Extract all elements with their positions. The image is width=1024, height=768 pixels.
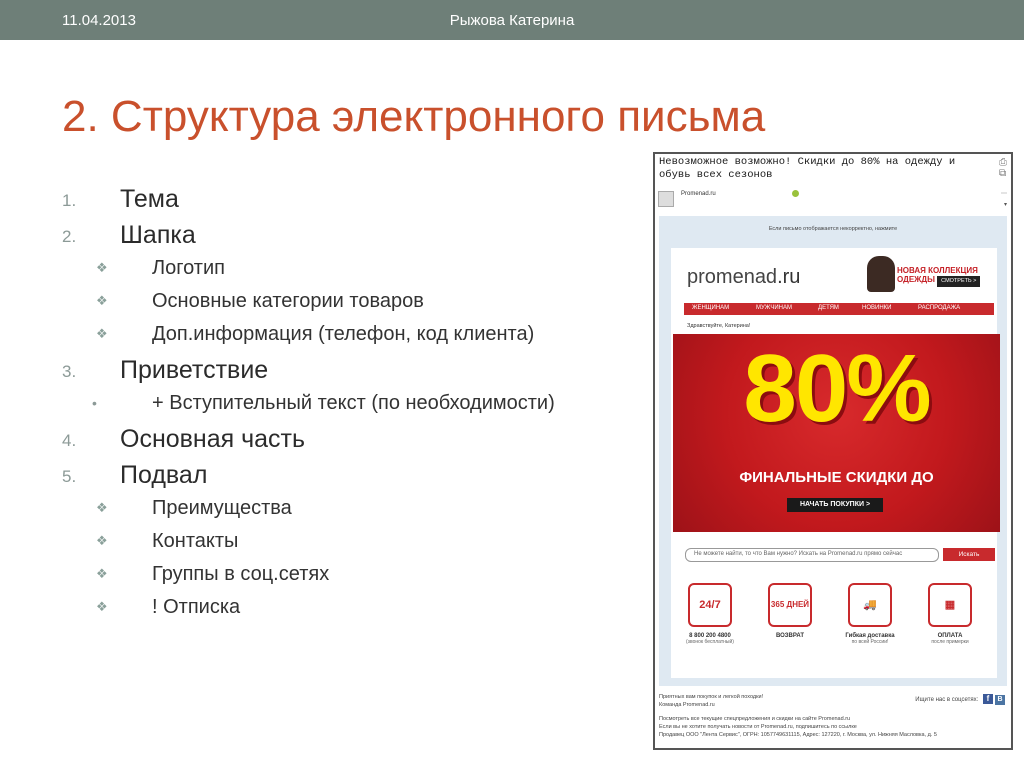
feature-sub: по всей России! xyxy=(851,639,889,645)
email-sender-row xyxy=(655,187,1011,211)
search-button[interactable]: Искать xyxy=(943,548,995,561)
collection-banner[interactable] xyxy=(897,266,980,287)
email-print-icon[interactable]: ⎙ ⧉ xyxy=(999,157,1007,179)
email-notice[interactable]: Если письмо отображается некорректно, нажмите xyxy=(768,226,898,232)
social-links xyxy=(915,694,1005,705)
dot-bullet-icon: • xyxy=(92,395,97,411)
footer-unsubscribe[interactable]: Если вы не хотите получать новости от Promenad.ru, подпишитесь по ссылке xyxy=(659,724,857,730)
outline-subitem xyxy=(62,287,632,320)
feature-phone[interactable] xyxy=(679,583,741,645)
details-dropdown-icon[interactable]: ▾ xyxy=(1003,202,1007,208)
slide-header xyxy=(0,0,1024,40)
footer-line[interactable]: Посмотреть все текущие спецпредложения и скидки на сайте Promenad.ru xyxy=(659,716,851,722)
outline-text: Тема xyxy=(120,185,179,213)
email-date: ⋯ xyxy=(1001,191,1007,197)
nav-item-sale[interactable]: РАСПРОДАЖА xyxy=(918,305,961,311)
outline-subitem xyxy=(62,320,632,353)
header-author: Рыжова Катерина xyxy=(449,12,575,29)
feature-label: 8 800 200 4800 xyxy=(689,633,731,639)
outline-number: 4. xyxy=(62,431,77,450)
outline-subtext: Группы в соц.сетях xyxy=(152,563,330,585)
outline-subtext: Преимущества xyxy=(152,497,292,519)
outline-text: Подвал xyxy=(120,461,208,489)
big-percent: 80% xyxy=(743,335,930,442)
social-label: Ищите нас в соцсетях: xyxy=(915,697,979,703)
slide-title: 2. Структура электронного письма xyxy=(62,92,766,141)
nav-item-men[interactable]: МУЖЧИНАМ xyxy=(756,305,792,311)
feature-delivery[interactable] xyxy=(839,583,901,645)
outline-text: Основная часть xyxy=(120,425,306,453)
outline-subtext: Логотип xyxy=(152,257,225,279)
outline-subtext: Контакты xyxy=(152,530,239,552)
outline-subitem xyxy=(62,494,632,527)
outline-item xyxy=(62,182,632,218)
outline-item xyxy=(62,353,632,389)
collection-line-1: НОВАЯ КОЛЛЕКЦИЯ xyxy=(897,266,978,275)
email-footer xyxy=(655,690,1011,748)
outline-subtext: Основные категории товаров xyxy=(152,290,424,312)
outline-number: 5. xyxy=(62,467,77,486)
outline-subitem xyxy=(62,254,632,287)
feature-label: Гибкая доставка xyxy=(845,633,895,639)
diamond-bullet-icon: ❖ xyxy=(96,500,108,515)
category-nav xyxy=(684,303,994,315)
outline-list xyxy=(62,182,632,626)
feature-label: ВОЗВРАТ xyxy=(775,633,805,639)
sender-avatar xyxy=(658,191,674,207)
email-screenshot xyxy=(653,152,1013,750)
header-date: 11.04.2013 xyxy=(62,12,136,29)
model-photo xyxy=(867,256,895,292)
diamond-bullet-icon: ❖ xyxy=(96,293,108,308)
diamond-bullet-icon: ❖ xyxy=(96,260,108,275)
phone-247-icon: 24/7 xyxy=(688,583,732,627)
outline-text: Приветствие xyxy=(120,356,269,384)
diamond-bullet-icon: ❖ xyxy=(96,326,108,341)
outline-number: 3. xyxy=(62,362,77,381)
footer-line: Продавец ООО "Лента Сервис", ОГРН: 1057749631115, Адрес: 127220, г. Москва, ул. Нижняя Масловка, д. 5 xyxy=(659,732,937,738)
greeting-text: Здравствуйте, Катерина! xyxy=(687,323,751,329)
outline-item xyxy=(62,422,632,458)
footer-line: Приятных вам покупок и легкой походки! xyxy=(659,694,764,700)
outline-subitem xyxy=(62,389,632,422)
return-365-icon: 365 ДНЕЙ xyxy=(768,583,812,627)
search-input[interactable] xyxy=(685,548,939,562)
logo-main: promenad xyxy=(687,266,778,288)
sender-name: Promenad.ru xyxy=(681,191,716,197)
email-subject: Невозможное возможно! Скидки до 80% на одежду и обувь всех сезонов xyxy=(659,156,956,181)
payment-card-icon: ▦ xyxy=(928,583,972,627)
nav-item-kids[interactable]: ДЕТЯМ xyxy=(818,305,839,311)
feature-payment[interactable] xyxy=(919,583,981,645)
diamond-bullet-icon: ❖ xyxy=(96,566,108,581)
vk-icon[interactable]: B xyxy=(995,695,1005,705)
sale-banner[interactable] xyxy=(673,334,1000,532)
outline-subtext: Доп.информация (телефон, код клиента) xyxy=(152,323,535,345)
footer-line[interactable]: Команда Promenad.ru xyxy=(659,702,715,708)
outline-subitem xyxy=(62,527,632,560)
nav-item-women[interactable]: ЖЕНЩИНАМ xyxy=(692,305,730,311)
outline-subitem xyxy=(62,593,632,626)
outline-subtext: ! Отписка xyxy=(152,596,241,618)
search-placeholder: Не можете найти, то что Вам нужно? Искать на Promenad.ru прямо сейчас xyxy=(694,551,903,557)
promo-content xyxy=(671,248,997,678)
outline-text: Шапка xyxy=(120,221,196,249)
feature-label: ОПЛАТА xyxy=(937,633,963,639)
collection-button[interactable]: СМОТРЕТЬ > xyxy=(937,276,980,287)
outline-number: 2. xyxy=(62,227,77,246)
sender-status-icon xyxy=(792,190,799,197)
start-shopping-button[interactable]: НАЧАТЬ ПОКУПКИ > xyxy=(787,498,883,512)
outline-subitem xyxy=(62,560,632,593)
outline-number: 1. xyxy=(62,191,77,210)
feature-sub: после примерки xyxy=(931,639,969,645)
email-body xyxy=(659,216,1007,686)
feature-sub: (звонок бесплатный) xyxy=(686,639,734,645)
delivery-truck-icon: 🚚 xyxy=(848,583,892,627)
nav-item-new[interactable]: НОВИНКИ xyxy=(862,305,892,311)
promenad-logo[interactable] xyxy=(687,266,800,289)
outline-item xyxy=(62,458,632,494)
diamond-bullet-icon: ❖ xyxy=(96,533,108,548)
logo-tld: .ru xyxy=(777,266,801,288)
outline-item xyxy=(62,218,632,254)
collection-line-2: ОДЕЖДЫ xyxy=(897,275,935,284)
outline-subtext: + Вступительный текст (по необходимости) xyxy=(152,392,555,414)
feature-return[interactable] xyxy=(759,583,821,639)
final-sale-text: ФИНАЛЬНЫЕ СКИДКИ ДО xyxy=(739,469,934,486)
diamond-bullet-icon: ❖ xyxy=(96,599,108,614)
facebook-icon[interactable]: f xyxy=(983,694,993,704)
